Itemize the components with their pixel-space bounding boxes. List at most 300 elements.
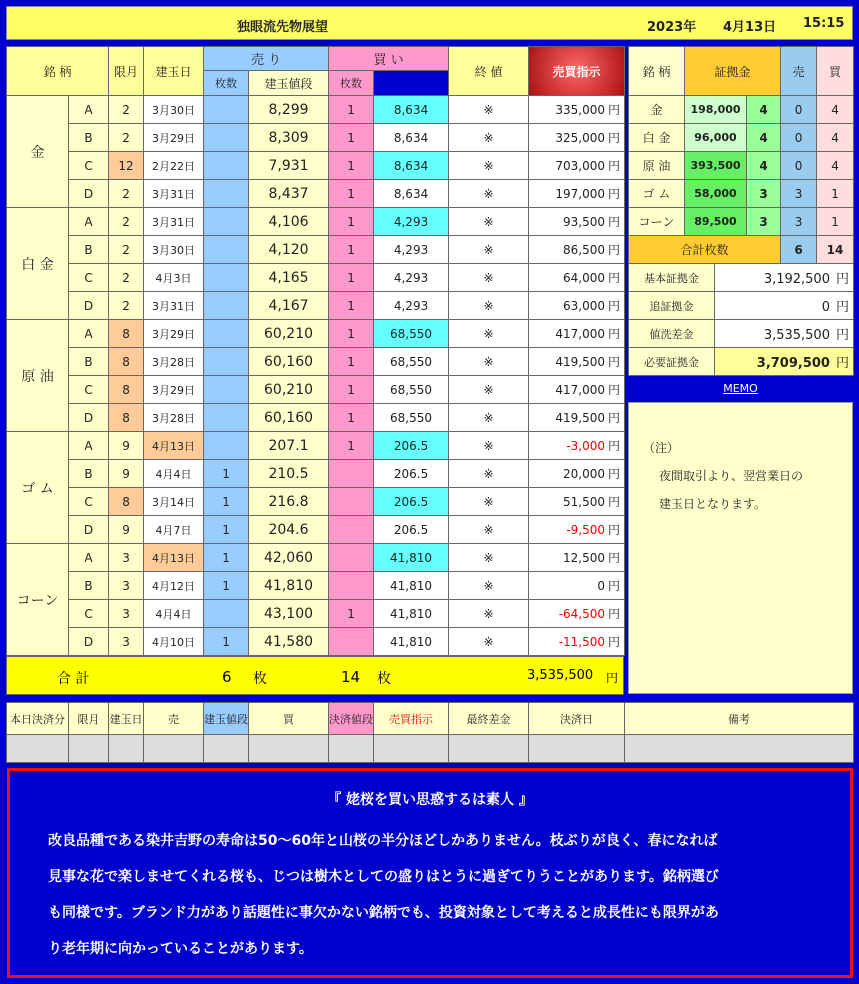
- trade-signal: ※: [449, 152, 529, 180]
- position-price: 8,309: [249, 124, 329, 152]
- valuation-diff-value: 20,000: [563, 467, 606, 481]
- yen-unit: 円: [608, 383, 621, 397]
- commodity-name: 白 金: [7, 208, 69, 320]
- page-title: 独眼流先物展望: [237, 20, 329, 35]
- margin-amount: 393,500: [685, 152, 747, 180]
- valuation-diff-value: 417,000: [555, 327, 606, 341]
- contract-month: 9: [109, 460, 144, 488]
- valuation-diff: [529, 264, 625, 292]
- yen-unit: 円: [608, 551, 621, 565]
- table-row: [7, 516, 625, 544]
- close-price: 8,634: [374, 180, 449, 208]
- buy-count: 1: [329, 320, 374, 348]
- valuation-diff: [529, 516, 625, 544]
- summary-row: [629, 348, 854, 376]
- summary-row: [629, 292, 854, 320]
- summary-row: [629, 320, 854, 348]
- position-price: 7,931: [249, 152, 329, 180]
- settlement-cell: [7, 735, 69, 763]
- position-price: 204.6: [249, 516, 329, 544]
- margin-sell: 0: [781, 152, 817, 180]
- sell-count: [204, 236, 249, 264]
- sell-count: 1: [204, 516, 249, 544]
- header-tategyoku-nedan: 建玉値段: [249, 71, 329, 96]
- yen-unit: 円: [835, 272, 849, 287]
- margin-commodity-name: コーン: [629, 208, 685, 236]
- table-row: [7, 152, 625, 180]
- summary-amount: 3,709,500: [756, 356, 830, 371]
- close-price: 41,810: [374, 544, 449, 572]
- valuation-diff: [529, 236, 625, 264]
- margin-buy: 1: [817, 208, 854, 236]
- contract-month: 9: [109, 516, 144, 544]
- yen-unit: 円: [608, 299, 621, 313]
- close-price: 8,634: [374, 152, 449, 180]
- contract-code: A: [69, 96, 109, 124]
- valuation-diff-value: 51,500: [563, 495, 606, 509]
- contract-month: 2: [109, 96, 144, 124]
- buy-count: 1: [329, 376, 374, 404]
- header-time: 15:15: [803, 16, 845, 31]
- memo-link[interactable]: MEMO: [723, 382, 758, 395]
- position-price: 4,120: [249, 236, 329, 264]
- margin-header-uri: 売: [781, 47, 817, 96]
- settlement-header: 限月: [69, 703, 109, 735]
- trade-signal: ※: [449, 348, 529, 376]
- buy-count: 1: [329, 404, 374, 432]
- trade-signal: ※: [449, 320, 529, 348]
- position-date: 3月29日: [144, 376, 204, 404]
- valuation-diff-value: 325,000: [555, 131, 606, 145]
- close-price: 68,550: [374, 404, 449, 432]
- commodity-name: コーン: [7, 544, 69, 656]
- baibai-shiji-button[interactable]: 売買指示: [529, 47, 625, 96]
- total-sell-count: 6: [222, 668, 232, 686]
- table-row: [7, 432, 625, 460]
- contract-month: 3: [109, 628, 144, 656]
- trade-signal: ※: [449, 600, 529, 628]
- total-buy-unit: 枚: [377, 671, 391, 687]
- buy-count: 1: [329, 432, 374, 460]
- contract-month: 3: [109, 544, 144, 572]
- close-price: 41,810: [374, 628, 449, 656]
- header-date: 4月13日: [723, 20, 777, 35]
- position-date: 3月29日: [144, 320, 204, 348]
- summary-label: 追証拠金: [629, 292, 715, 320]
- contract-month: 2: [109, 264, 144, 292]
- valuation-diff-value: 64,000: [563, 271, 606, 285]
- position-price: 4,165: [249, 264, 329, 292]
- contract-code: A: [69, 320, 109, 348]
- settlement-header: 買: [249, 703, 329, 735]
- valuation-diff-value: -3,000: [566, 439, 606, 453]
- contract-month: 2: [109, 236, 144, 264]
- position-date: 4月10日: [144, 628, 204, 656]
- trade-signal: ※: [449, 544, 529, 572]
- table-row: [7, 180, 625, 208]
- trade-signal: ※: [449, 376, 529, 404]
- margin-count: 3: [747, 208, 781, 236]
- sell-count: 1: [204, 572, 249, 600]
- yen-unit: 円: [608, 159, 621, 173]
- position-date: 4月13日: [144, 432, 204, 460]
- position-price: 4,167: [249, 292, 329, 320]
- position-price: 42,060: [249, 544, 329, 572]
- buy-count: 1: [329, 96, 374, 124]
- table-row: [7, 600, 625, 628]
- margin-commodity-name: ゴ ム: [629, 180, 685, 208]
- header-uri: 売 り: [204, 47, 329, 71]
- settlement-header: 備考: [625, 703, 854, 735]
- trade-signal: ※: [449, 292, 529, 320]
- contract-code: D: [69, 628, 109, 656]
- contract-code: A: [69, 432, 109, 460]
- table-row: [7, 376, 625, 404]
- settlement-header: 建玉日: [109, 703, 144, 735]
- summary-value: [715, 320, 854, 348]
- margin-sell: 3: [781, 180, 817, 208]
- settlement-cell: [109, 735, 144, 763]
- trade-signal: ※: [449, 628, 529, 656]
- sell-count: [204, 152, 249, 180]
- contract-month: 3: [109, 600, 144, 628]
- sell-count: [204, 600, 249, 628]
- sell-count: [204, 348, 249, 376]
- margin-total-sell: 6: [781, 236, 817, 264]
- quote-box: [7, 768, 853, 978]
- close-price: 68,550: [374, 376, 449, 404]
- sell-count: [204, 320, 249, 348]
- valuation-diff-value: 419,500: [555, 355, 606, 369]
- contract-code: A: [69, 208, 109, 236]
- contract-code: D: [69, 516, 109, 544]
- summary-value: [715, 292, 854, 320]
- settlement-cell: [249, 735, 329, 763]
- buy-count: 1: [329, 152, 374, 180]
- close-price: 8,634: [374, 96, 449, 124]
- trade-signal: ※: [449, 264, 529, 292]
- trade-signal: ※: [449, 488, 529, 516]
- header-owarine: 終 値: [449, 47, 529, 96]
- trade-signal: ※: [449, 516, 529, 544]
- buy-count: [329, 628, 374, 656]
- yen-unit: 円: [608, 355, 621, 369]
- close-price: 4,293: [374, 292, 449, 320]
- yen-unit: 円: [608, 271, 621, 285]
- valuation-diff: [529, 208, 625, 236]
- contract-month: 8: [109, 348, 144, 376]
- position-date: 3月29日: [144, 124, 204, 152]
- settlement-header: 売買指示: [374, 703, 449, 735]
- sell-count: 1: [204, 488, 249, 516]
- margin-summary-table: [628, 263, 854, 376]
- contract-code: C: [69, 152, 109, 180]
- memo-line: 夜間取引より、翌営業日の: [659, 469, 804, 483]
- sell-count: [204, 432, 249, 460]
- valuation-diff: [529, 544, 625, 572]
- valuation-diff-value: 335,000: [555, 103, 606, 117]
- close-price: 206.5: [374, 488, 449, 516]
- positions-table: [6, 46, 625, 656]
- contract-code: B: [69, 236, 109, 264]
- valuation-diff: [529, 628, 625, 656]
- summary-label: 必要証拠金: [629, 348, 715, 376]
- margin-amount: 198,000: [685, 96, 747, 124]
- memo-line: （注）: [643, 441, 680, 455]
- header-bar: [6, 6, 853, 40]
- buy-count: 1: [329, 600, 374, 628]
- valuation-diff: [529, 96, 625, 124]
- margin-commodity-name: 原 油: [629, 152, 685, 180]
- total-bar: [6, 656, 624, 695]
- margin-commodity-name: 白 金: [629, 124, 685, 152]
- yen-unit: 円: [608, 131, 621, 145]
- buy-count: [329, 516, 374, 544]
- valuation-diff-value: 197,000: [555, 187, 606, 201]
- settlement-cell: [374, 735, 449, 763]
- valuation-diff-value: 86,500: [563, 243, 606, 257]
- settlement-header: 決済日: [529, 703, 625, 735]
- position-date: 3月31日: [144, 208, 204, 236]
- header-kai: 買 い: [329, 47, 449, 71]
- contract-month: 2: [109, 292, 144, 320]
- valuation-diff: [529, 292, 625, 320]
- position-price: 207.1: [249, 432, 329, 460]
- margin-row: [629, 208, 854, 236]
- trade-signal: ※: [449, 460, 529, 488]
- buy-count: 1: [329, 208, 374, 236]
- contract-code: D: [69, 292, 109, 320]
- memo-box: [628, 402, 853, 694]
- position-date: 2月22日: [144, 152, 204, 180]
- valuation-diff-value: -64,500: [558, 607, 606, 621]
- contract-code: B: [69, 460, 109, 488]
- yen-unit: 円: [608, 215, 621, 229]
- table-row: [7, 264, 625, 292]
- table-row: [7, 96, 625, 124]
- table-row: [7, 320, 625, 348]
- contract-month: 2: [109, 180, 144, 208]
- table-row: [7, 572, 625, 600]
- contract-code: B: [69, 572, 109, 600]
- margin-header-shokokin: 証拠金: [685, 47, 781, 96]
- contract-code: C: [69, 376, 109, 404]
- close-price: 4,293: [374, 208, 449, 236]
- margin-total-label: 合計枚数: [629, 236, 781, 264]
- table-row: [7, 460, 625, 488]
- contract-code: C: [69, 264, 109, 292]
- table-row: [7, 292, 625, 320]
- yen-unit: 円: [608, 327, 621, 341]
- valuation-diff: [529, 432, 625, 460]
- margin-header-meigara: 銘 柄: [629, 47, 685, 96]
- contract-month: 2: [109, 124, 144, 152]
- close-price: 206.5: [374, 460, 449, 488]
- margin-buy: 4: [817, 96, 854, 124]
- position-date: 3月14日: [144, 488, 204, 516]
- sell-count: [204, 208, 249, 236]
- valuation-diff-value: 63,000: [563, 299, 606, 313]
- table-row: [7, 628, 625, 656]
- yen-unit: 円: [608, 411, 621, 425]
- total-buy-count: 14: [341, 668, 361, 686]
- position-price: 60,210: [249, 376, 329, 404]
- position-date: 4月13日: [144, 544, 204, 572]
- valuation-diff-value: 417,000: [555, 383, 606, 397]
- margin-count: 4: [747, 96, 781, 124]
- position-price: 60,160: [249, 404, 329, 432]
- header-sell-count: 枚数: [204, 71, 249, 96]
- margin-amount: 58,000: [685, 180, 747, 208]
- table-row: [7, 488, 625, 516]
- settlement-table: [6, 702, 854, 763]
- table-row: [7, 404, 625, 432]
- contract-month: 8: [109, 488, 144, 516]
- settlement-cell: [625, 735, 854, 763]
- total-sell-unit: 枚: [253, 671, 267, 687]
- yen-unit: 円: [608, 579, 621, 593]
- trade-signal: ※: [449, 96, 529, 124]
- summary-row: [629, 264, 854, 292]
- yen-unit: 円: [608, 635, 621, 649]
- buy-count: [329, 572, 374, 600]
- valuation-diff-value: 0: [597, 579, 606, 593]
- sell-count: 1: [204, 628, 249, 656]
- valuation-diff: [529, 600, 625, 628]
- position-date: 3月30日: [144, 236, 204, 264]
- contract-code: A: [69, 544, 109, 572]
- yen-unit: 円: [608, 103, 621, 117]
- margin-count: 3: [747, 180, 781, 208]
- summary-value: [715, 348, 854, 376]
- close-price: 4,293: [374, 236, 449, 264]
- position-date: 4月4日: [144, 460, 204, 488]
- summary-label: 基本証拠金: [629, 264, 715, 292]
- contract-month: 8: [109, 320, 144, 348]
- valuation-diff: [529, 124, 625, 152]
- sell-count: 1: [204, 544, 249, 572]
- header-year: 2023年: [647, 20, 697, 35]
- valuation-diff-value: 12,500: [563, 551, 606, 565]
- total-diff: 3,535,500: [527, 668, 594, 683]
- contract-month: 8: [109, 404, 144, 432]
- commodity-name: 原 油: [7, 320, 69, 432]
- table-row: [7, 208, 625, 236]
- margin-row: [629, 152, 854, 180]
- valuation-diff: [529, 404, 625, 432]
- position-date: 3月30日: [144, 96, 204, 124]
- trade-signal: ※: [449, 180, 529, 208]
- margin-sell: 3: [781, 208, 817, 236]
- settlement-header: 決済値段: [329, 703, 374, 735]
- contract-code: D: [69, 404, 109, 432]
- contract-month: 9: [109, 432, 144, 460]
- position-price: 43,100: [249, 600, 329, 628]
- yen-unit: 円: [608, 523, 621, 537]
- yen-unit: 円: [608, 439, 621, 453]
- margin-sell: 0: [781, 124, 817, 152]
- contract-code: B: [69, 124, 109, 152]
- memo-line: 建玉日となります。: [659, 497, 767, 511]
- sell-count: [204, 292, 249, 320]
- settlement-header: 売: [144, 703, 204, 735]
- buy-count: [329, 460, 374, 488]
- position-price: 216.8: [249, 488, 329, 516]
- sell-count: [204, 96, 249, 124]
- yen-unit: 円: [608, 243, 621, 257]
- contract-month: 12: [109, 152, 144, 180]
- margin-amount: 96,000: [685, 124, 747, 152]
- close-price: 41,810: [374, 572, 449, 600]
- margin-count: 4: [747, 124, 781, 152]
- valuation-diff: [529, 180, 625, 208]
- position-price: 41,580: [249, 628, 329, 656]
- quote-line: り老年期に向かっていることがあります。: [48, 941, 313, 957]
- close-price: 41,810: [374, 600, 449, 628]
- buy-count: 1: [329, 264, 374, 292]
- margin-sell: 0: [781, 96, 817, 124]
- yen-unit: 円: [608, 495, 621, 509]
- settlement-cell: [449, 735, 529, 763]
- contract-code: C: [69, 600, 109, 628]
- sell-count: 1: [204, 460, 249, 488]
- position-date: 3月28日: [144, 404, 204, 432]
- close-price: 206.5: [374, 432, 449, 460]
- trade-signal: ※: [449, 404, 529, 432]
- header-tategyokubi: 建玉日: [144, 47, 204, 96]
- position-date: 4月12日: [144, 572, 204, 600]
- close-price: 68,550: [374, 320, 449, 348]
- contract-code: B: [69, 348, 109, 376]
- close-price: 206.5: [374, 516, 449, 544]
- yen-unit: 円: [608, 607, 621, 621]
- margin-amount: 89,500: [685, 208, 747, 236]
- yen-unit: 円: [608, 467, 621, 481]
- close-price: 68,550: [374, 348, 449, 376]
- margin-buy: 4: [817, 124, 854, 152]
- margin-count: 4: [747, 152, 781, 180]
- position-price: 41,810: [249, 572, 329, 600]
- sell-count: [204, 180, 249, 208]
- summary-label: 値洗差金: [629, 320, 715, 348]
- trade-signal: ※: [449, 572, 529, 600]
- contract-code: C: [69, 488, 109, 516]
- margin-total-row: [629, 236, 854, 264]
- trade-signal: ※: [449, 432, 529, 460]
- trade-signal: ※: [449, 124, 529, 152]
- position-price: 8,437: [249, 180, 329, 208]
- close-price: 8,634: [374, 124, 449, 152]
- quote-line: 改良品種である染井吉野の寿命は50～60年と山桜の半分ほどしかありません。枝ぶりが良く、春になれば: [48, 833, 718, 849]
- settlement-cell: [69, 735, 109, 763]
- position-price: 210.5: [249, 460, 329, 488]
- yen-unit: 円: [835, 356, 849, 371]
- settlement-header: 最終差金: [449, 703, 529, 735]
- total-diff-yen: 円: [606, 671, 619, 685]
- position-price: 4,106: [249, 208, 329, 236]
- margin-row: [629, 124, 854, 152]
- quote-line: 見事な花で楽しませてくれる桜も、じつは樹木としての盛りはとうに過ぎてりうことがあります。銘柄選び: [48, 869, 719, 885]
- yen-unit: 円: [835, 328, 849, 343]
- contract-month: 8: [109, 376, 144, 404]
- trade-signal: ※: [449, 208, 529, 236]
- table-row: [7, 544, 625, 572]
- margin-buy: 1: [817, 180, 854, 208]
- valuation-diff: [529, 348, 625, 376]
- valuation-diff: [529, 572, 625, 600]
- position-date: 3月31日: [144, 180, 204, 208]
- yen-unit: 円: [835, 300, 849, 315]
